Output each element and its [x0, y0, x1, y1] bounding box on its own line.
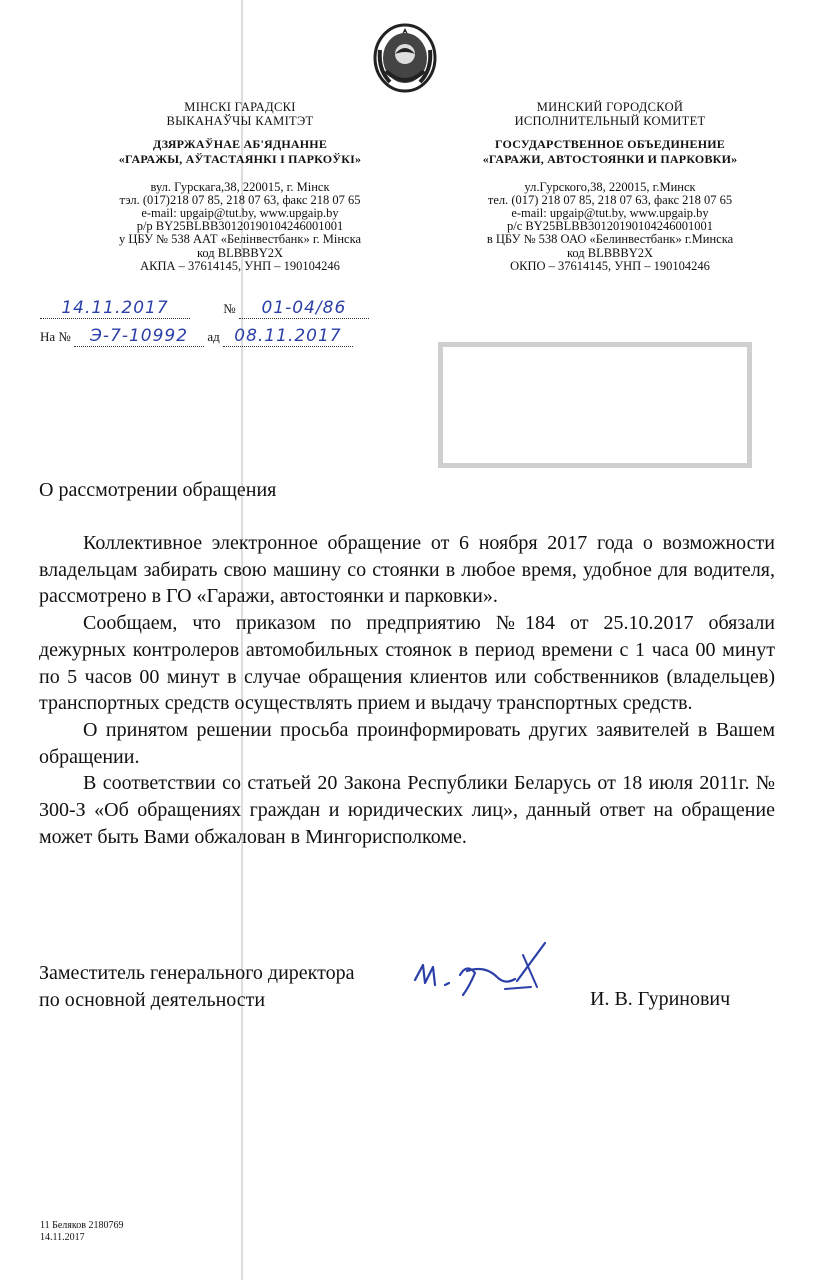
org-name-line1: МІНСКІ ГАРАДСКІ: [184, 100, 296, 114]
executor-date: 14.11.2017: [40, 1232, 85, 1243]
signatory-title: [39, 960, 355, 1014]
dept-name-line2: «ГАРАЖЫ, АЎТАСТАЯНКІ І ПАРКОЎКІ»: [118, 152, 362, 167]
org-ids: АКПА – 37614145, УНП – 190104246: [140, 258, 340, 273]
bank-account: р/р BY25BLBB30120190104246001001: [136, 219, 344, 234]
paragraph: О принятом решении просьба проинформировать других заявителей в Вашем обращении.: [39, 718, 775, 768]
executor-info: 11 Беляков 2180769: [40, 1220, 124, 1231]
letterhead-russian: [430, 100, 790, 273]
contact-block: [60, 181, 420, 273]
bank-account: р/с BY25BLBB30120190104246001001: [507, 219, 713, 234]
ref-label: На №: [40, 329, 71, 344]
email: e-mail: upgaip@tut.by, www.upgaip.by: [141, 206, 339, 221]
signatory-title-line2: по основной деятельности: [39, 989, 266, 1011]
recipient-address-box: [438, 342, 752, 468]
email: e-mail: upgaip@tut.by, www.upgaip.by: [511, 206, 709, 221]
contact-block: [430, 181, 790, 273]
dept-name-line1: ДЗЯРЖАЎНАЕ АБ'ЯДНАННЕ: [152, 137, 328, 151]
ref-number: Э-7-10992: [74, 326, 204, 347]
signatory-title-line1: Заместитель генерального директора: [39, 962, 355, 984]
letter-body: [39, 530, 775, 850]
paragraph: Коллективное электронное обращение от 6 ноября 2017 года о возможности владельцам забирать свою машину со стоянки в любое время, удобное для водителя, рассмотрено в ГО «Гаражи, автостоянки и парковки».: [39, 532, 775, 608]
paragraph: В соответствии со статьей 20 Закона Республики Беларусь от 18 июля 2011г. № 300-З «Об обращениях граждан и юридических лиц», данный ответ на обращение может быть Вами обжалован в Мингорисполкоме.: [39, 772, 775, 848]
dept-name-line1: ГОСУДАРСТВЕННОЕ ОБЪЕДИНЕНИЕ: [495, 137, 725, 151]
reference-registration: [40, 326, 380, 347]
org-ids: ОКПО – 37614145, УНП – 190104246: [510, 258, 710, 273]
bank-code: код BLBBBY2X: [566, 245, 654, 260]
org-name-line2: ВЫКАНАЎЧЫ КАМІТЭТ: [166, 114, 314, 128]
org-name-line1: МИНСКИЙ ГОРОДСКОЙ: [536, 100, 684, 114]
outgoing-date: 14.11.2017: [40, 298, 190, 319]
bank-name: в ЦБУ № 538 ОАО «Белинвестбанк» г.Минска: [486, 232, 734, 247]
address: ул.Гурского,38, 220015, г.Минск: [524, 179, 696, 194]
letterhead-belarusian: [60, 100, 420, 273]
outgoing-registration: [40, 298, 380, 319]
executor-footer: [40, 1220, 123, 1244]
letter-subject: О рассмотрении обращения: [39, 479, 277, 501]
bank-code: код BLBBBY2X: [196, 245, 284, 260]
dept-name-line2: «ГАРАЖИ, АВТОСТОЯНКИ И ПАРКОВКИ»: [482, 152, 738, 167]
address: вул. Гурскага,38, 220015, г. Мінск: [150, 179, 330, 194]
bank-name: у ЦБУ № 538 ААТ «Белінвестбанк» г. Мінска: [118, 232, 362, 247]
phones: тэл. (017)218 07 85, 218 07 63, факс 218 07 65: [119, 193, 361, 207]
signer-name: И. В. Гуринович: [590, 988, 731, 1010]
state-emblem-icon: [370, 20, 440, 94]
ref-date: 08.11.2017: [223, 326, 353, 347]
paragraph: Сообщаем, что приказом по предприятию №184 от 25.10.2017 обязали дежурных контролеров автомобильных стоянок в период времени с 1 часа 00 минут по 5 часов 00 минут в случае обращения клиентов или собственников (владельцев) транспортных средств осуществлять прием и выдачу транспортных средств.: [39, 612, 775, 715]
outgoing-number: 01-04/86: [239, 298, 369, 319]
phones: тел. (017) 218 07 85, 218 07 63, факс 218 07 65: [487, 193, 733, 207]
handwritten-signature: [405, 935, 565, 1005]
org-name-line2: ИСПОЛНИТЕЛЬНЫЙ КОМИТЕТ: [514, 114, 706, 128]
number-label: №: [223, 301, 236, 316]
ref-from-label: ад: [207, 329, 220, 344]
